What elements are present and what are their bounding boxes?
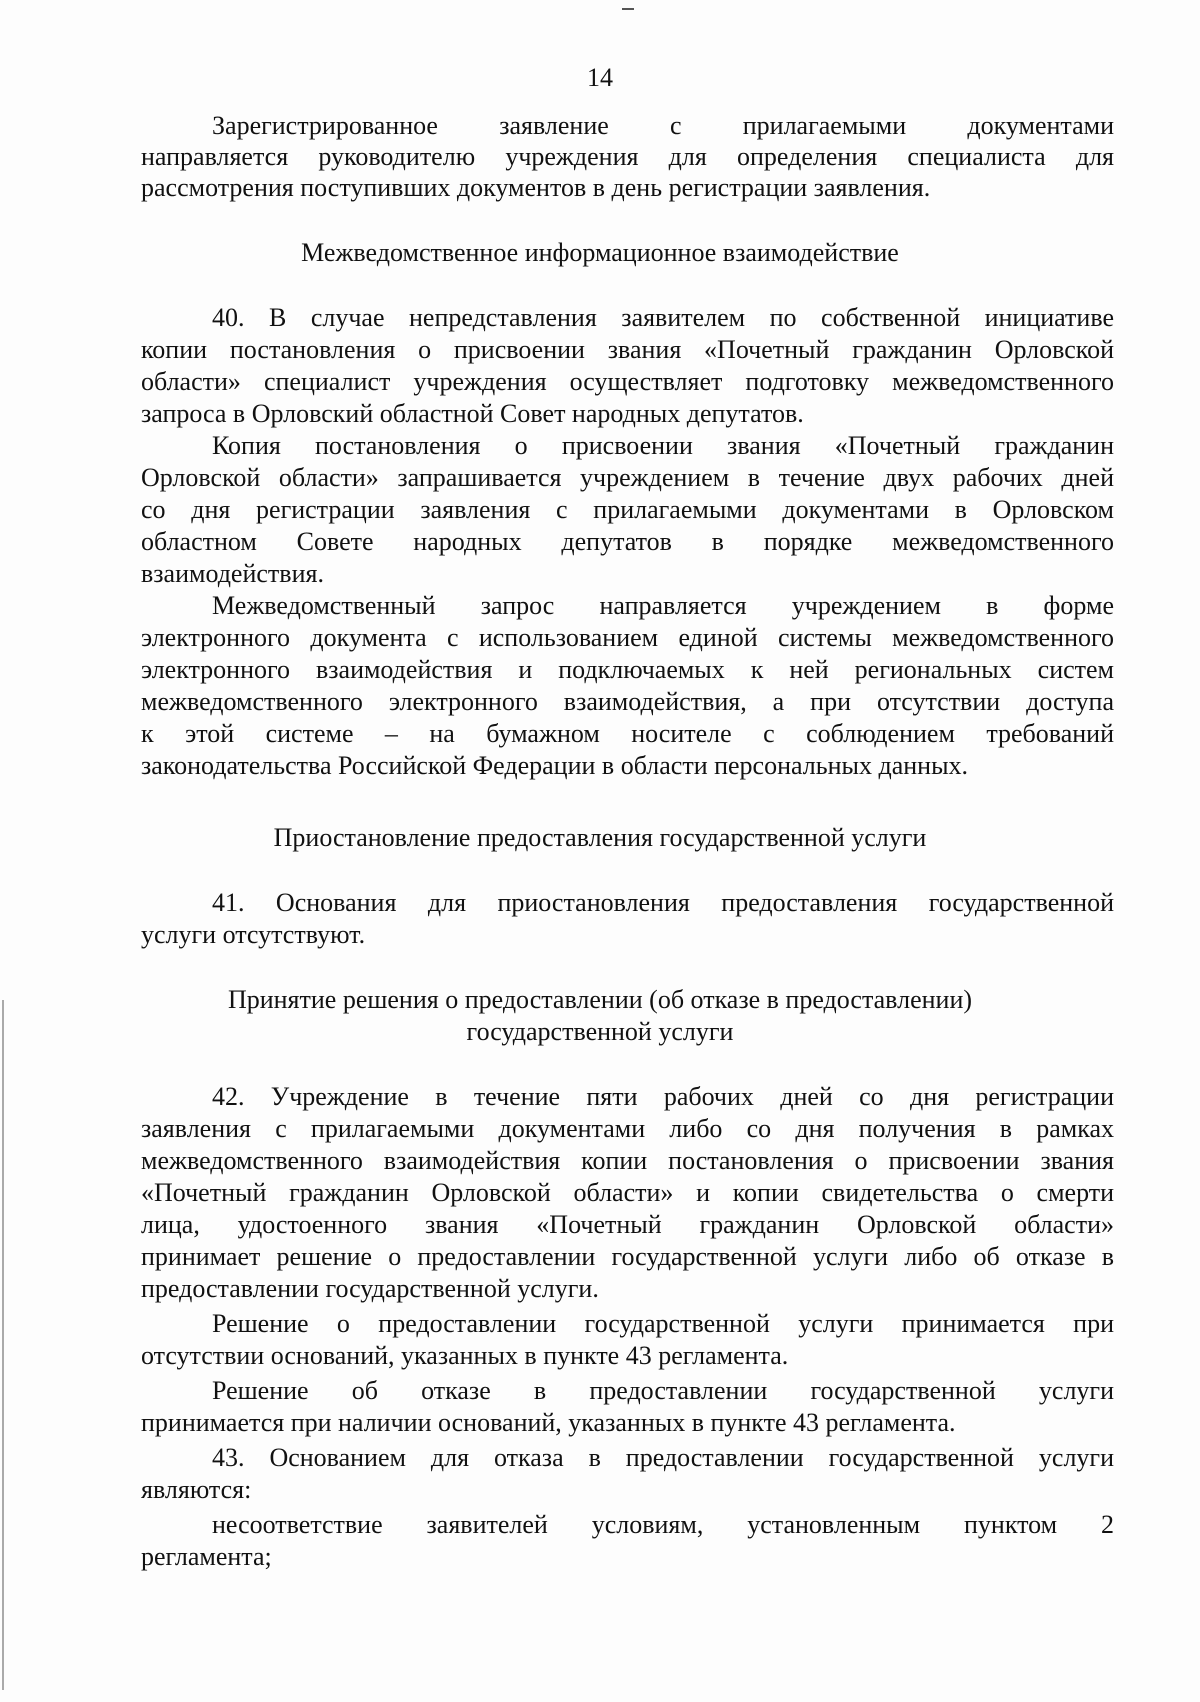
text-line: взаимодействия. — [141, 559, 324, 588]
text-line: лица, удостоенного звания «Почетный гражданин Орловской области» — [141, 1210, 1114, 1239]
text-line: регламента; — [141, 1542, 272, 1571]
text-line: законодательства Российской Федерации в области персональных данных. — [141, 751, 969, 780]
text-line: отсутствии оснований, указанных в пункте 43 регламента. — [141, 1341, 789, 1370]
section-heading: Межведомственное информационное взаимодействие — [301, 238, 899, 267]
text-line: принимает решение о предоставлении государственной услуги либо об отказе в — [141, 1242, 1114, 1271]
text-line: Копия постановления о присвоении звания «Почетный гражданин — [212, 431, 1114, 460]
text-line: 43. Основанием для отказа в предоставлении государственной услуги — [212, 1443, 1114, 1472]
text-line: межведомственного взаимодействия копии постановления о присвоении звания — [141, 1146, 1114, 1175]
text-line: областном Совете народных депутатов в порядке межведомственного — [141, 527, 1114, 556]
text-line: 40. В случае непредставления заявителем по собственной инициативе — [212, 303, 1114, 332]
text-line: Межведомственный запрос направляется учреждением в форме — [212, 591, 1114, 620]
text-line: 42. Учреждение в течение пяти рабочих дней со дня регистрации — [212, 1082, 1114, 1111]
text-line: Зарегистрированное заявление с прилагаемыми документами — [212, 111, 1114, 140]
page-number: 14 — [587, 63, 613, 92]
text-line: являются: — [141, 1475, 252, 1504]
section-heading: Принятие решения о предоставлении (об отказе в предоставлении) — [227, 985, 973, 1014]
text-line: копии постановления о присвоении звания «Почетный гражданин Орловской — [141, 335, 1114, 364]
text-line: Орловской области» запрашивается учреждением в течение двух рабочих дней — [141, 463, 1114, 492]
text-line: области» специалист учреждения осуществляет подготовку межведомственного — [141, 367, 1114, 396]
scan-mark-left-edge — [2, 1000, 4, 1690]
section-heading: государственной услуги — [466, 1017, 734, 1046]
text-line: к этой системе – на бумажном носителе с соблюдением требований — [141, 719, 1114, 748]
text-line: принимается при наличии оснований, указанных в пункте 43 регламента. — [141, 1408, 956, 1437]
text-line: Решение о предоставлении государственной услуги принимается при — [212, 1309, 1114, 1338]
text-line: услуги отсутствуют. — [141, 920, 366, 949]
text-line: «Почетный гражданин Орловской области» и копии свидетельства о смерти — [141, 1178, 1114, 1207]
scan-mark-top — [622, 8, 634, 10]
text-line: запроса в Орловский областной Совет народных депутатов. — [141, 399, 804, 428]
text-line: электронного взаимодействия и подключаемых к ней региональных систем — [141, 655, 1114, 684]
section-heading: Приостановление предоставления государственной услуги — [273, 823, 927, 852]
text-line: 41. Основания для приостановления предоставления государственной — [212, 888, 1114, 917]
text-line: межведомственного электронного взаимодействия, а при отсутствии доступа — [141, 687, 1114, 716]
text-line: заявления с прилагаемыми документами либо со дня получения в рамках — [141, 1114, 1114, 1143]
text-line: со дня регистрации заявления с прилагаемыми документами в Орловском — [141, 495, 1114, 524]
text-line: направляется руководителю учреждения для определения специалиста для — [141, 142, 1114, 171]
text-line: электронного документа с использованием единой системы межведомственного — [141, 623, 1114, 652]
text-line: рассмотрения поступивших документов в день регистрации заявления. — [141, 173, 931, 202]
text-line: предоставлении государственной услуги. — [141, 1274, 599, 1303]
text-line: несоответствие заявителей условиям, установленным пунктом 2 — [212, 1510, 1114, 1539]
text-line: Решение об отказе в предоставлении государственной услуги — [212, 1376, 1114, 1405]
